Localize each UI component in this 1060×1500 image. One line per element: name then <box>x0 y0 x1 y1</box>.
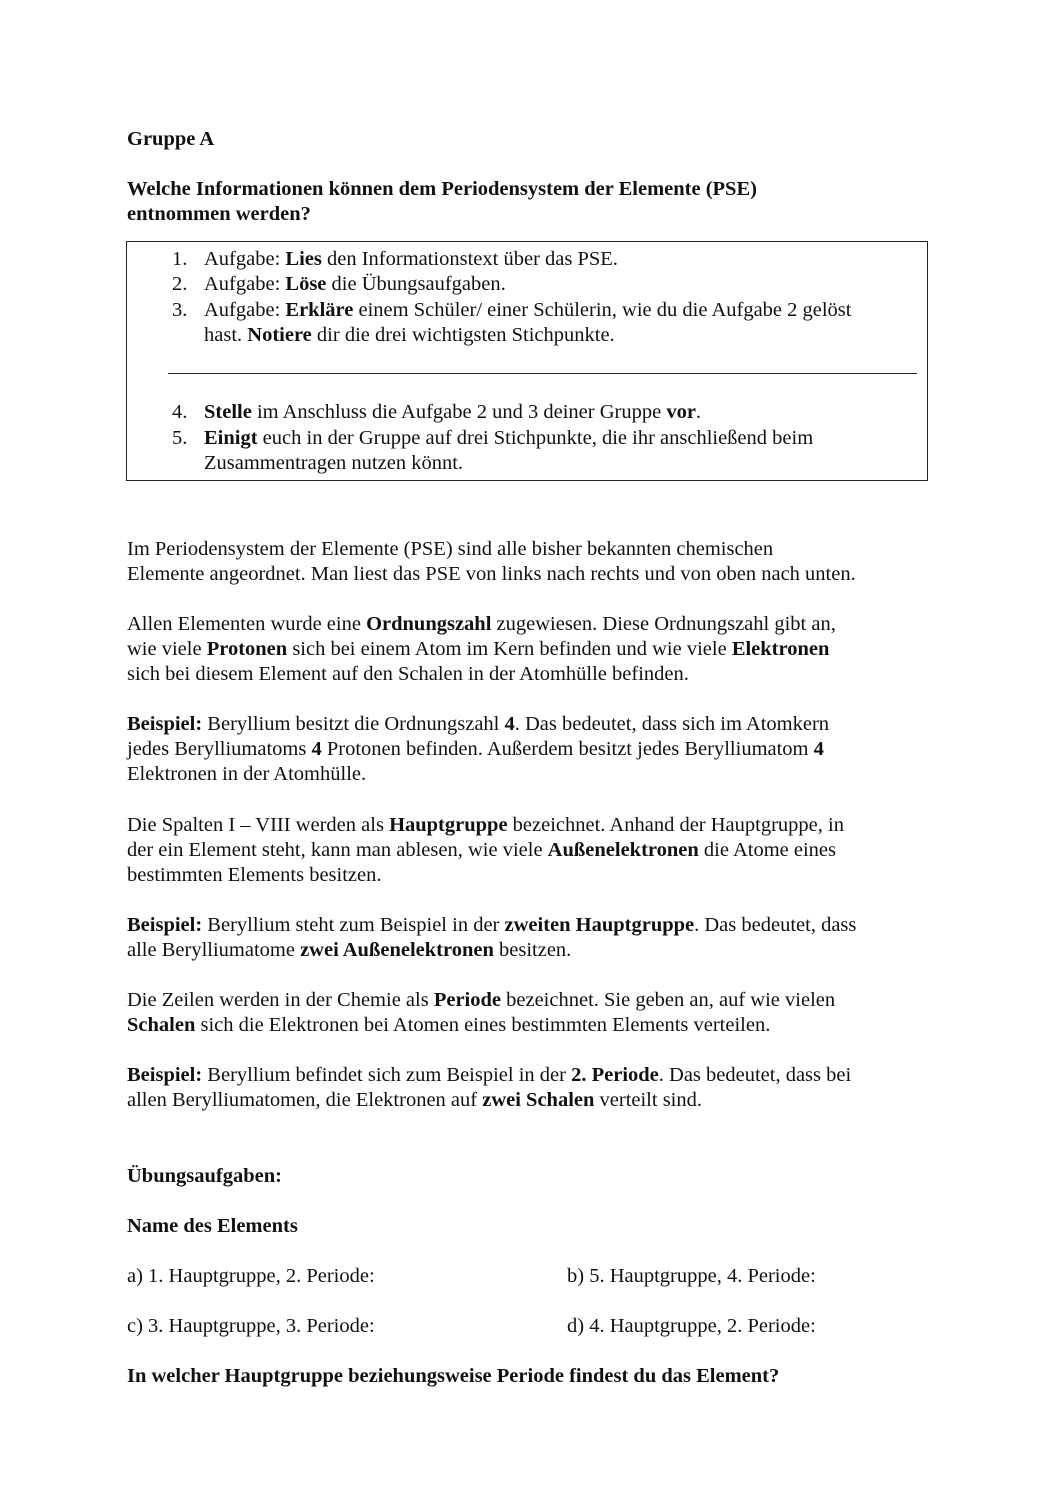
text-line <box>127 537 856 562</box>
text: der ein Element steht, kann man ablesen, wie viele <box>127 839 548 862</box>
task-number: 3. <box>172 299 188 321</box>
bold-text: Außenelektronen <box>547 839 699 862</box>
final-question: In welcher Hauptgruppe beziehungsweise Periode findest du das Element? <box>127 1365 780 1387</box>
bold-text: Notiere <box>247 324 312 347</box>
task-number: 2. <box>172 273 188 295</box>
bold-text: 4 <box>813 738 824 761</box>
text: . Das bedeutet, dass bei <box>658 1064 852 1086</box>
text-line <box>204 451 813 476</box>
text: sich bei einem Atom im Kern befinden und wie viele <box>287 638 732 661</box>
text-line <box>127 562 856 587</box>
text: alle Berylliumatome <box>127 939 301 962</box>
text-line <box>127 1088 851 1113</box>
bold-text: Stelle <box>204 401 252 423</box>
text-line <box>127 1063 851 1088</box>
text-line <box>127 612 836 637</box>
text: sich die Elektronen bei Atomen eines bestimmten Elements verteilen. <box>195 1014 771 1037</box>
text: dir die drei wichtigsten Stichpunkte. <box>311 324 615 347</box>
paragraph <box>127 913 856 963</box>
text: Zusammentragen nutzen könnt. <box>204 452 464 475</box>
bold-text: Hauptgruppe <box>389 814 508 836</box>
text-line <box>127 863 844 888</box>
text: Aufgabe: <box>204 299 286 321</box>
text: euch in der Gruppe auf drei Stichpunkte, die ihr anschließend beim <box>257 427 814 449</box>
paragraph <box>127 712 829 788</box>
paragraph <box>127 988 835 1038</box>
text-line <box>127 637 836 662</box>
text: Die Zeilen werden in der Chemie als <box>127 989 434 1011</box>
paragraph <box>127 537 856 587</box>
heading-line: Welche Informationen können dem Periodensystem der Elemente (PSE) <box>127 178 757 200</box>
text: die Übungsaufgaben. <box>326 273 506 295</box>
text: bezeichnet. Anhand der Hauptgruppe, in <box>507 814 844 836</box>
heading-line: entnommen werden? <box>127 203 311 226</box>
exercise-c: c) 3. Hauptgruppe, 3. Periode: <box>127 1315 375 1337</box>
text: Aufgabe: <box>204 248 286 270</box>
bold-text: Lies <box>285 248 322 270</box>
bold-text: Beispiel: <box>127 1064 203 1086</box>
text: Beryllium steht zum Beispiel in der <box>202 914 505 936</box>
answer-line <box>168 373 917 374</box>
bold-text: 4 <box>311 738 322 761</box>
text: . Das bedeutet, dass <box>694 914 857 936</box>
text: Allen Elementen wurde eine <box>127 613 367 635</box>
text-line <box>127 913 856 938</box>
text: allen Berylliumatomen, die Elektronen auf <box>127 1089 483 1112</box>
text: einem Schüler/ einer Schülerin, wie du die Aufgabe 2 gelöst <box>353 299 852 321</box>
task-number: 5. <box>172 427 188 449</box>
bold-text: Beispiel: <box>127 713 203 735</box>
text-line <box>127 712 829 737</box>
text: Die Spalten I – VIII werden als <box>127 814 390 836</box>
text-line <box>127 662 836 687</box>
bold-text: Periode <box>433 989 501 1011</box>
text: Im Periodensystem der Elemente (PSE) sind alle bisher bekannten chemischen <box>127 538 774 560</box>
exercise-a: a) 1. Hauptgruppe, 2. Periode: <box>127 1265 375 1287</box>
bold-text: Erkläre <box>285 299 354 321</box>
text: verteilt sind. <box>594 1089 702 1112</box>
text-line <box>127 762 829 787</box>
text-line <box>204 298 852 323</box>
task-number: 4. <box>172 401 188 423</box>
text: den Informationstext über das PSE. <box>321 248 618 270</box>
text-line <box>127 737 829 762</box>
text: Elemente angeordnet. Man liest das PSE von links nach rechts und von oben nach unten. <box>127 563 856 586</box>
text: . Das bedeutet, dass sich im Atomkern <box>514 713 830 735</box>
text: die Atome eines <box>698 839 836 862</box>
paragraph <box>127 813 844 889</box>
text-line <box>204 247 618 272</box>
task-number: 1. <box>172 248 188 270</box>
name-heading: Name des Elements <box>127 1215 298 1237</box>
bold-text: zwei Außenelektronen <box>300 939 494 962</box>
bold-text: Protonen <box>206 638 288 661</box>
text: Protonen befinden. Außerdem besitzt jedes Berylliumatom <box>321 738 814 761</box>
text-line <box>127 988 835 1013</box>
text-line <box>127 838 844 863</box>
paragraph <box>127 612 836 688</box>
text: zugewiesen. Diese Ordnungszahl gibt an, <box>491 613 836 635</box>
text: . <box>695 401 702 423</box>
question-heading <box>127 177 757 227</box>
bold-text: 2. Periode <box>571 1064 659 1086</box>
bold-text: zwei Schalen <box>482 1089 595 1112</box>
group-title: Gruppe A <box>127 128 215 150</box>
text: Elektronen in der Atomhülle. <box>127 763 367 786</box>
bold-text: Schalen <box>127 1014 196 1037</box>
bold-text: Beispiel: <box>127 914 203 936</box>
text: Aufgabe: <box>204 273 286 295</box>
text: bestimmten Elements besitzen. <box>127 864 382 887</box>
text-line <box>204 426 813 451</box>
text: Beryllium befindet sich zum Beispiel in der <box>202 1064 572 1086</box>
text: im Anschluss die Aufgabe 2 und 3 deiner Gruppe <box>251 401 667 423</box>
text-line <box>127 938 856 963</box>
text-line <box>204 272 506 297</box>
text: besitzen. <box>493 939 572 962</box>
text-line <box>204 323 852 348</box>
bold-text: Einigt <box>204 427 258 449</box>
text-line <box>204 400 701 425</box>
text-line <box>127 813 844 838</box>
text: sich bei diesem Element auf den Schalen in der Atomhülle befinden. <box>127 663 689 686</box>
bold-text: zweiten Hauptgruppe <box>504 914 695 936</box>
exercise-d: d) 4. Hauptgruppe, 2. Periode: <box>567 1315 816 1337</box>
text: Beryllium besitzt die Ordnungszahl <box>202 713 505 735</box>
paragraph <box>127 1063 851 1113</box>
text: jedes Berylliumatoms <box>127 738 312 761</box>
bold-text: Elektronen <box>731 638 830 661</box>
exercise-b: b) 5. Hauptgruppe, 4. Periode: <box>567 1265 816 1287</box>
bold-text: Ordnungszahl <box>366 613 492 635</box>
text: hast. <box>204 324 248 347</box>
text: wie viele <box>127 638 207 661</box>
bold-text: 4 <box>504 713 515 735</box>
bold-text: vor <box>666 401 696 423</box>
text-line <box>127 1013 835 1038</box>
bold-text: Löse <box>285 273 327 295</box>
exercises-heading: Übungsaufgaben: <box>127 1165 282 1187</box>
text: bezeichnet. Sie geben an, auf wie vielen <box>501 989 836 1011</box>
